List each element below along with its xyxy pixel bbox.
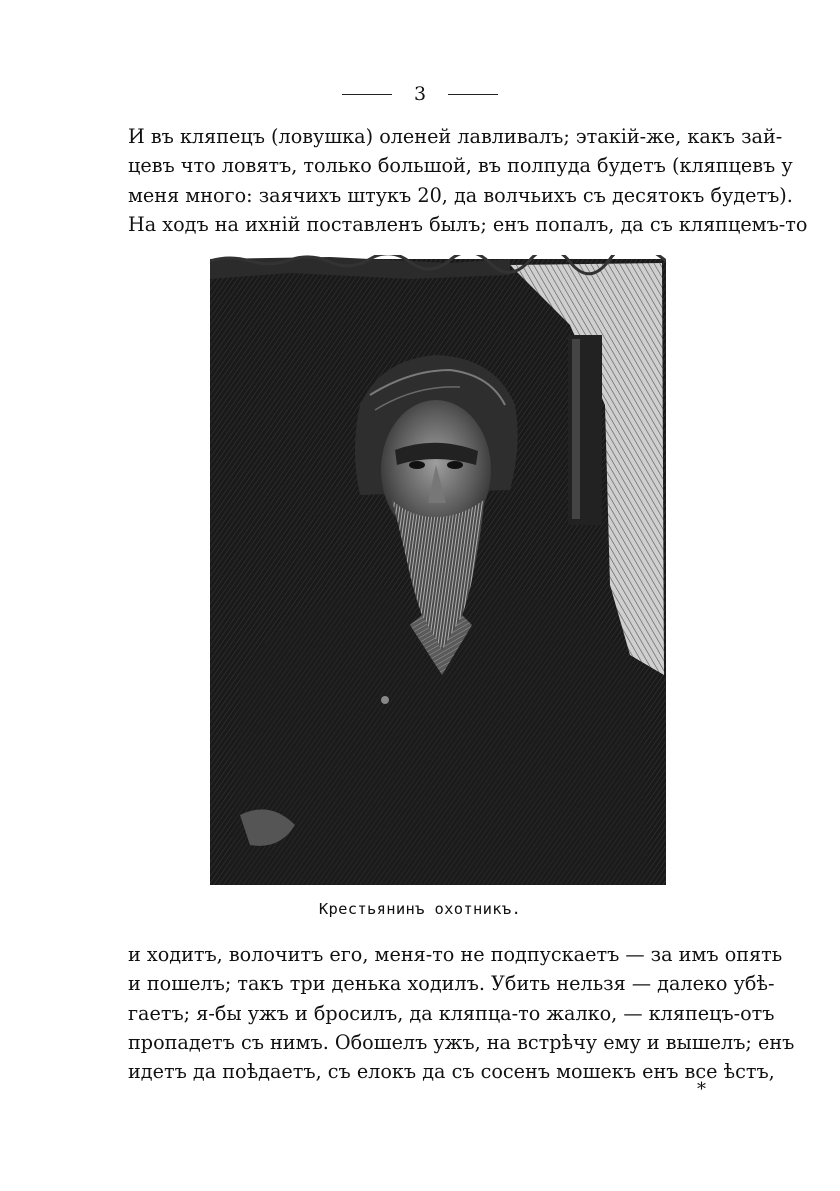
text-line: и пошелъ; такъ три денька ходилъ. Убить нельзя — далеко убѣ- — [128, 972, 775, 996]
text-line: идетъ да поѣдаетъ, съ елокъ да съ сосенъ мошекъ енъ все ѣстъ, — [128, 1060, 775, 1084]
figure-caption: Крестьянинъ охотникъ. — [318, 900, 522, 918]
paragraph-top — [128, 122, 808, 239]
text-line: и ходитъ, волочитъ его, меня-то не подпускаетъ — за имъ опять — [128, 943, 783, 966]
page-header — [0, 82, 840, 106]
signature-mark: * — [697, 1079, 706, 1100]
engraving-illustration — [210, 255, 666, 885]
text-line: гаетъ; я-бы ужъ и бросилъ, да кляпца-то жалко, — кляпецъ-отъ — [128, 1001, 775, 1025]
page-number: 3 — [413, 83, 427, 105]
peasant-hunter-portrait — [210, 255, 666, 885]
header-rule-right — [448, 94, 498, 95]
paragraph-bottom — [128, 940, 795, 1086]
text-line: И въ кляпецъ (ловушка) оленей лавливалъ; этакій-же, какъ зай- — [128, 125, 783, 148]
text-line: пропадетъ съ нимъ. Обошелъ ужъ, на встрѣчу ему и вышелъ; енъ — [128, 1030, 795, 1054]
header-rule-left — [342, 94, 392, 95]
text-line: меня много: заячихъ штукъ 20, да волчьихъ съ десятокъ будетъ). — [128, 183, 793, 207]
text-line: цевъ что ловятъ, только большой, въ полпуда будетъ (кляпцевъ у — [128, 154, 793, 178]
text-line: На ходъ на ихній поставленъ былъ; енъ попалъ, да съ кляпцемъ-то — [128, 212, 808, 236]
